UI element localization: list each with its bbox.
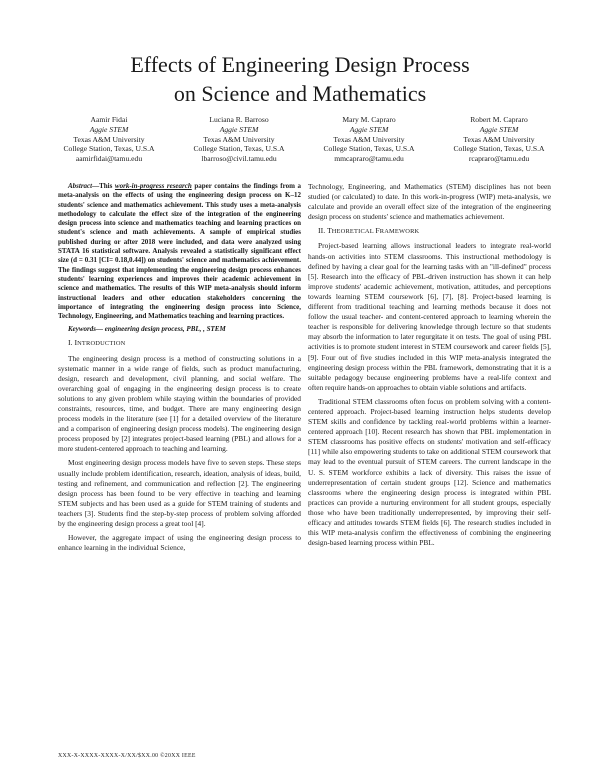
author-affiliation: Aggie STEM	[89, 124, 129, 134]
section-number: I.	[68, 338, 73, 348]
author-location: College Station, Texas, U.S.A	[193, 144, 285, 154]
section-heading-introduction	[58, 338, 301, 349]
keywords: Keywords— engineering design process, PBL, , STEM	[68, 325, 226, 334]
right-column	[308, 182, 551, 552]
paragraph: The engineering design process is a method of constructing solutions in a systematic manner in a wide range of fields, such as product manufacturing, design, research and development, civil planning, and social welfare. The overarching goal of engaging in the engineering design process is to create solutions to any given problem while staying within the boundaries of provided constraints, resources, time, and budget. There are many engineering design process models in the literature (see [1] for a detailed overview of the literature and a comparison of engineering design process models). The engineering design process proposed by [2] integrates project-based learning (PBL) and allows for a more student-centered approach to teaching and learning.	[58, 353, 301, 454]
paragraph: However, the aggregate impact of using the engineering design process to enhance learning in the individual Science,	[58, 533, 301, 553]
author-4	[434, 115, 564, 164]
title-line-2: on Science and Mathematics	[173, 81, 427, 106]
author-affiliation: Aggie STEM	[219, 124, 259, 134]
section-rest: NTRODUCTION	[77, 340, 126, 348]
section-rest: HEORETICAL	[331, 228, 376, 236]
paragraph: Technology, Engineering, and Mathematics (STEM) disciplines has not been studied (or calculated) to date. In this work-in-progress (WIP) meta-analysis, we calculate and provide an overall effect size of the integration of the engineering design process on students' science and mathematics achievement.	[308, 182, 551, 222]
author-email[interactable]: mmcapraro@tamu.edu	[334, 154, 404, 164]
left-column	[58, 182, 301, 557]
author-location: College Station, Texas, U.S.A	[453, 144, 545, 154]
author-affiliation: Aggie STEM	[349, 124, 389, 134]
section-initial: I	[74, 338, 78, 348]
author-name: Luciana R. Barroso	[209, 115, 269, 124]
abstract	[58, 182, 301, 321]
author-email[interactable]: aamirfidai@tamu.edu	[75, 154, 143, 164]
author-1	[44, 115, 174, 164]
author-name: Robert M. Capraro	[470, 115, 528, 124]
paper-title	[0, 50, 600, 108]
section-heading-framework	[308, 226, 551, 237]
section-initial: T	[326, 226, 332, 236]
author-block	[44, 115, 564, 164]
author-affiliation: Aggie STEM	[479, 124, 519, 134]
copyright-footer: XXX-X-XXXX-XXXX-X/XX/$XX.00 ©20XX IEEE	[58, 753, 196, 759]
author-organization: Texas A&M University	[73, 134, 145, 144]
paragraph: Most engineering design process models have five to seven steps. These steps usually include problem identification, research, ideation, analysis of ideas, build, testing and refinement, and communication and reflection [2]. The engineering design process has been found to be very effective in teaching and learning STEM subjects and has been used as a guide for STEM training of students and teachers [3]. Students find the step-by-step process of problem solving afforded by the engineering design process a great tool [4].	[58, 458, 301, 529]
author-location: College Station, Texas, U.S.A	[63, 144, 155, 154]
section-rest-2: RAMEWORK	[379, 228, 420, 236]
section-initial-2: F	[375, 226, 380, 236]
author-organization: Texas A&M University	[333, 134, 405, 144]
author-email[interactable]: lbarroso@civil.tamu.edu	[201, 154, 277, 164]
author-email[interactable]: rcapraro@tamu.edu	[468, 154, 530, 164]
author-2	[174, 115, 304, 164]
section-number: II.	[318, 226, 326, 236]
wip-link[interactable]: work-in-progress research	[114, 182, 192, 190]
title-line-1: Effects of Engineering Design Process	[130, 52, 470, 77]
paragraph: Traditional STEM classrooms often focus on problem solving with a content-centered approach. Project-based learning instruction helps students develop STEM skills and confidence by tackling real-world problems within a learner-centered approach [10]. Recent research has shown that PBL implementation in STEM classrooms has positive effects on students' motivation and self-efficacy [11] while also empowering students to take on additional STEM coursework that may lead to the eventual pursuit of STEM careers. The current landscape in the U. S. STEM workforce exhibits a lack of diversity. This raises the issue of underrepresentation of certain student groups [12]. Science and mathematics classrooms where the engineering design process is integrated within PBL practices can provide a nurturing environment for all student groups, especially those who have been traditionally underrepresented, by improving their self-efficacy and attitudes towards STEM fields [6]. The research studies included in this WIP meta-analysis confirm the effectiveness of combining the engineering design-based learning process within PBL.	[308, 396, 551, 548]
paragraph: Project-based learning allows instructional leaders to integrate real-world hands-on activities into STEM classrooms. This instructional methodology is defined by having a clear goal for the learning tasks with an "ill-defined" process [5]. Research into the efficacy of PBL-driven instruction has shown it can help improve students' academic achievement, motivation, attitudes, and perceptions towards learning STEM coursework [6], [7], [8]. Project-based learning is different from traditional teaching and learning methods because it does not follow the usual teacher- and content-centered approach to learning wherein the teacher is responsible for delivering knowledge through lecture so that students may absorb the information to later regurgitate it on tests. The goal of using PBL activities is to promote student interest in STEM coursework and career fields [5], [9]. Four out of five studies included in this WIP meta-analysis integrated the engineering design process within the PBL framework, demonstrating that it is a suitable pedagogy because engineering problems have a real-life context and often require hands-on approaches to obtain viable solutions and artifacts.	[308, 241, 551, 392]
author-organization: Texas A&M University	[203, 134, 275, 144]
author-3	[304, 115, 434, 164]
abstract-body: paper contains the findings from a meta-analysis on the effects of using the engineering design process on K–12 students' science and mathematics achievement. This study uses a meta-analysis methodology to calculate the effect size of the integration of the engineering design process into science and mathematics teaching and learning practices on student's science and math achievements. A sample of empirical studies published during or after 2018 were included, and data were analyzed using STATA 16 statistical software. Analysis revealed a statistically significant effect size (d = 0.31 [CI= 0.18,0.44]) on students' science and mathematics achievement. The findings suggest that implementing the engineering design process enhances students' learning experiences and improves their academic achievement in science and mathematics. The results of this WIP meta-analysis should inform instructional leaders and other education stakeholders concerning the importance of integrating the engineering design process into Science, Technology, Engineering, and Mathematics teaching and learning practices.	[58, 182, 301, 321]
abstract-label: Abstract	[68, 182, 93, 190]
abstract-dash: —This	[92, 182, 115, 190]
author-name: Mary M. Capraro	[342, 115, 396, 124]
author-organization: Texas A&M University	[463, 134, 535, 144]
author-name: Aamir Fidai	[90, 115, 128, 124]
author-location: College Station, Texas, U.S.A	[323, 144, 415, 154]
